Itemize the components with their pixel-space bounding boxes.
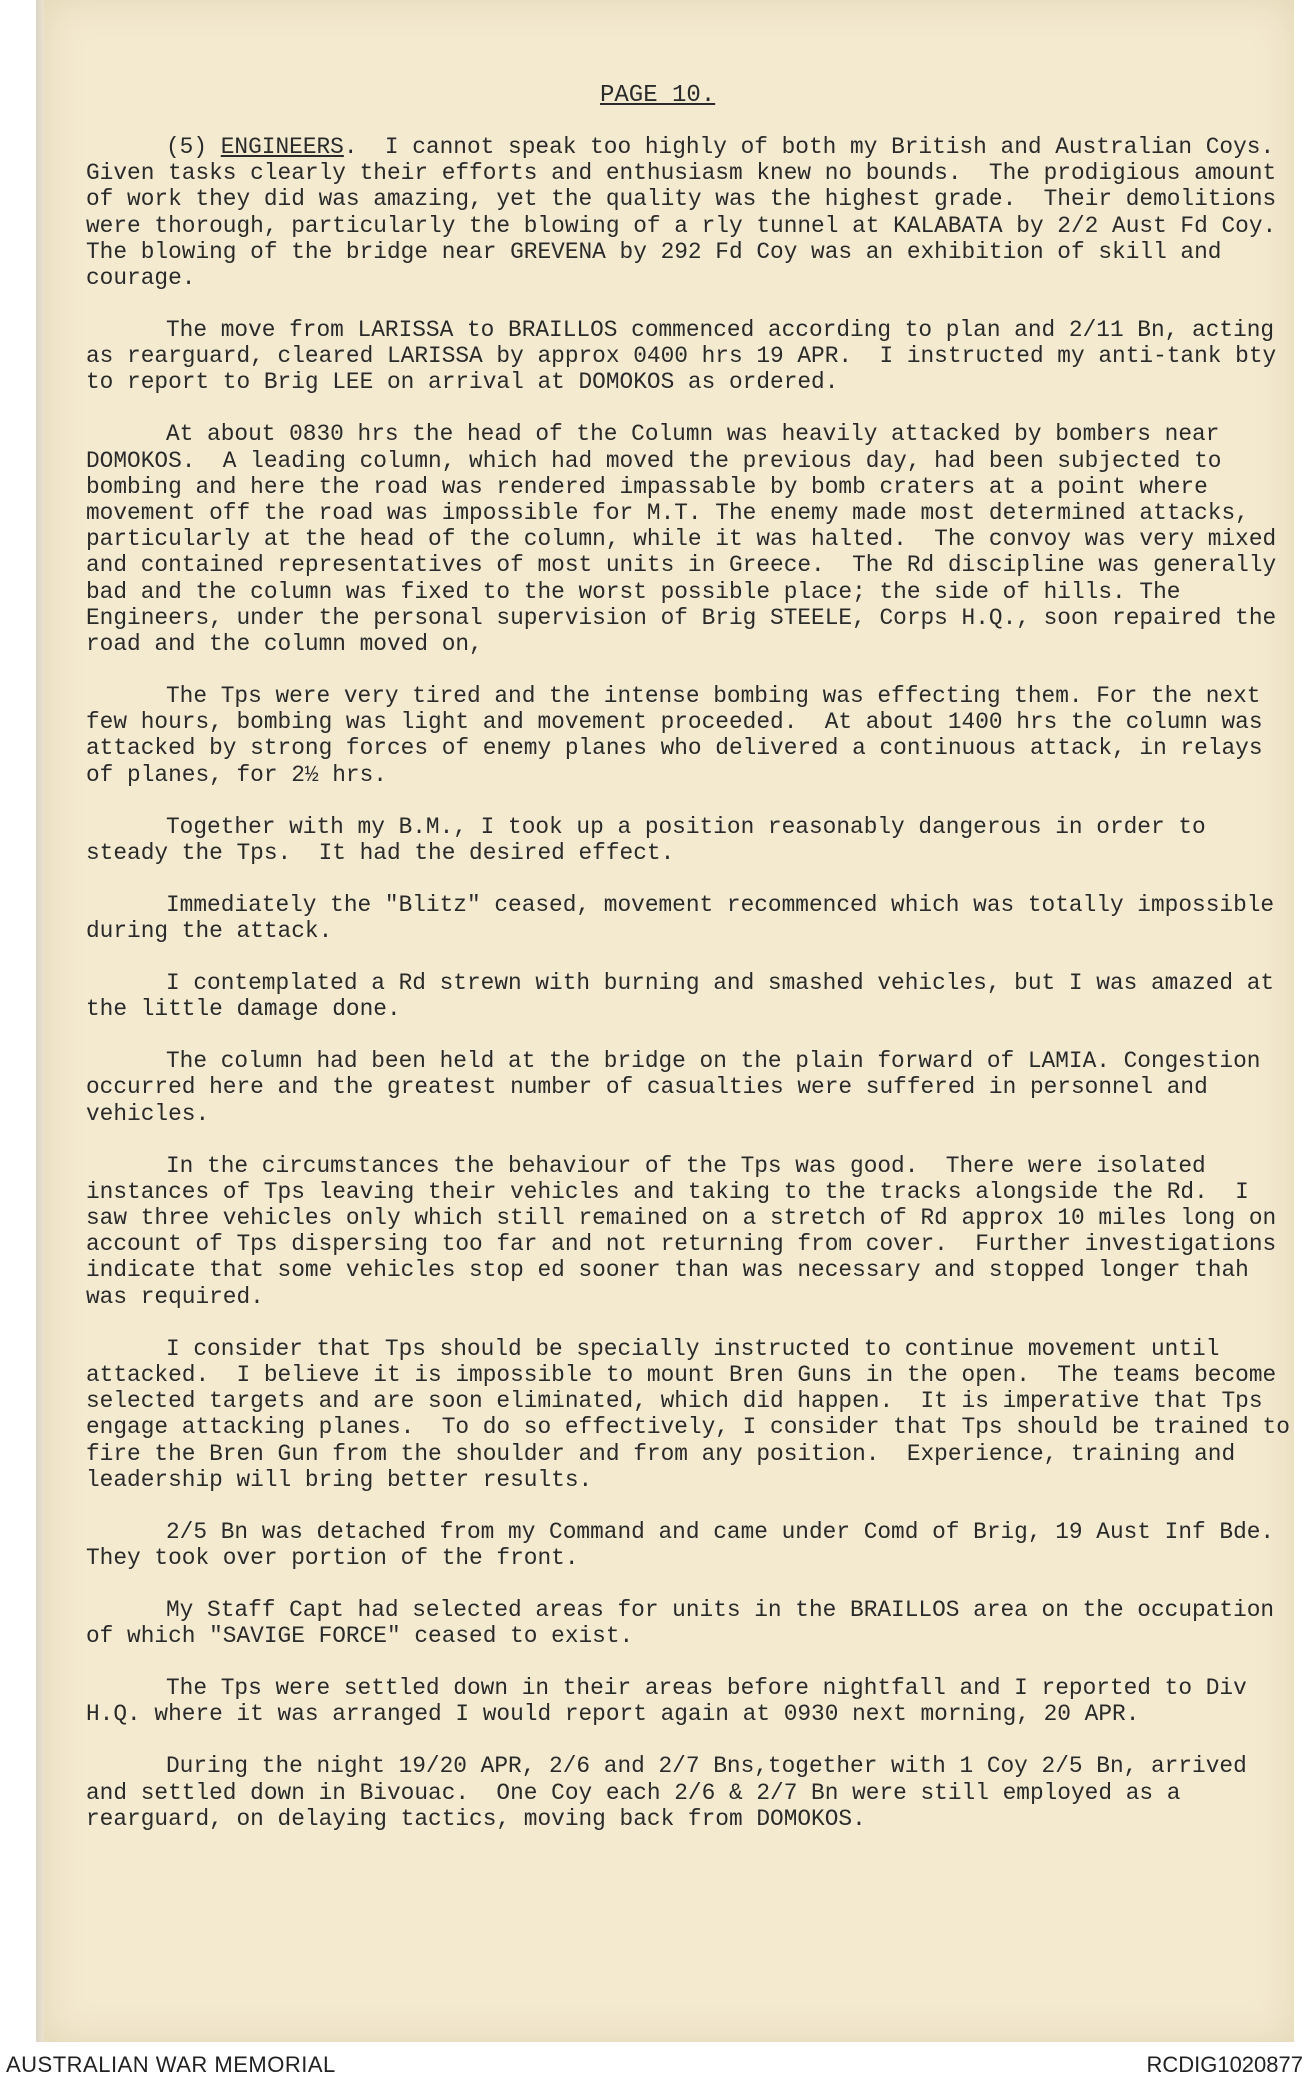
- paragraph: My Staff Capt had selected areas for units in the BRAILLOS area on the occupation of which "SAVIGE FORCE" ceased to exist.: [86, 1596, 1288, 1650]
- paragraph-text: . I cannot speak too highly of both my British and Australian Coys. Given tasks clearly their efforts and enthusiasm knew no bounds. The prodigious amount of work they did was amazing, yet the quality was the highest grade. Their demolitions were thorough, particularly the blowing of a rly tunnel at KALABATA by 2/2 Aust Fd Coy. The blowing of the bridge near GREVENA by 292 Fd Coy was an exhibition of skill and courage.: [86, 134, 1304, 292]
- paragraph: I contemplated a Rd strewn with burning and smashed vehicles, but I was amazed at the little damage done.: [86, 970, 1288, 1023]
- paragraph: The move from LARISSA to BRAILLOS commenced according to plan and 2/11 Bn, acting as rearguard, cleared LARISSA by approx 0400 hrs 19 APR. I instructed my anti-tank bty to report to Brig LEE on arrival at DOMOKOS as ordered.: [86, 317, 1290, 396]
- paragraph: 2/5 Bn was detached from my Command and came under Comd of Brig, 19 Aust Inf Bde. They took over portion of the front.: [86, 1518, 1302, 1571]
- footer-record-id: RCDIG1020877: [1146, 2052, 1303, 2077]
- para-lead: (5): [166, 134, 221, 160]
- footer-source: AUSTRALIAN WAR MEMORIAL: [6, 2052, 336, 2077]
- paragraph: In the circumstances the behaviour of the Tps was good. There were isolated instances of Tps leaving their vehicles and taking to the tracks alongside the Rd. I saw three vehicles only which still remained on a stretch of Rd approx 10 miles long on account of Tps dispersing too far and not returning from cover. Further investigations indicate that some vehicles stop ed sooner than was necessary and stopped longer thah was required.: [86, 1152, 1290, 1310]
- paragraph: The column had been held at the bridge on the plain forward of LAMIA. Congestion occurred here and the greatest number of casualties were suffered in personnel and vehicles.: [86, 1048, 1275, 1127]
- paragraph: The Tps were very tired and the intense bombing was effecting them. For the next few hours, bombing was light and movement proceeded. At about 1400 hrs the column was attacked by strong forces of enemy planes who delivered a continuous attack, in relays of planes, for 2½ hrs.: [86, 683, 1277, 788]
- document-body: [86, 134, 1304, 1858]
- paragraph: The Tps were settled down in their areas before nightfall and I reported to Div H.Q. where it was arranged I would report again at 0930 next morning, 20 APR.: [86, 1675, 1261, 1728]
- page-title: PAGE 10.: [600, 82, 716, 109]
- paragraph: Immediately the "Blitz" ceased, movement recommenced which was totally impossible during the attack.: [86, 891, 1288, 945]
- paragraph: During the night 19/20 APR, 2/6 and 2/7 Bns,together with 1 Coy 2/5 Bn, arrived and settled down in Bivouac. One Coy each 2/6 & 2/7 Bn were still employed as a rearguard, on delaying tactics, moving back from DOMOKOS.: [86, 1753, 1261, 1832]
- engineers-heading: ENGINEERS: [220, 134, 344, 160]
- paragraph-engineers: [86, 134, 1304, 292]
- archive-footer: [0, 2042, 1315, 2082]
- paragraph: Together with my B.M., I took up a position reasonably dangerous in order to steady the Tps. It had the desired effect.: [86, 813, 1220, 866]
- paragraph: I consider that Tps should be specially instructed to continue movement until attacked. I believe it is impossible to mount Bren Guns in the open. The teams become selected targets and are soon eliminated, which did happen. It is imperative that Tps engage attacking planes. To do so effectively, I consider that Tps should be trained to fire the Bren Gun from the shoulder and from any position. Experience, training and leadership will bring better results.: [86, 1335, 1304, 1493]
- paragraph: At about 0830 hrs the head of the Column was heavily attacked by bombers near DOMOKOS. A leading column, which had moved the previous day, had been subjected to bombing and here the road was rendered impassable by bomb craters at a point where movement off the road was impossible for M.T. The enemy made most determined attacks, particularly at the head of the column, while it was halted. The convoy was very mixed and contained representatives of most units in Greece. The Rd discipline was generally bad and the column was fixed to the worst possible place; the side of hills. The Engineers, under the personal supervision of Brig STEELE, Corps H.Q., soon repaired the road and the column moved on,: [86, 421, 1290, 658]
